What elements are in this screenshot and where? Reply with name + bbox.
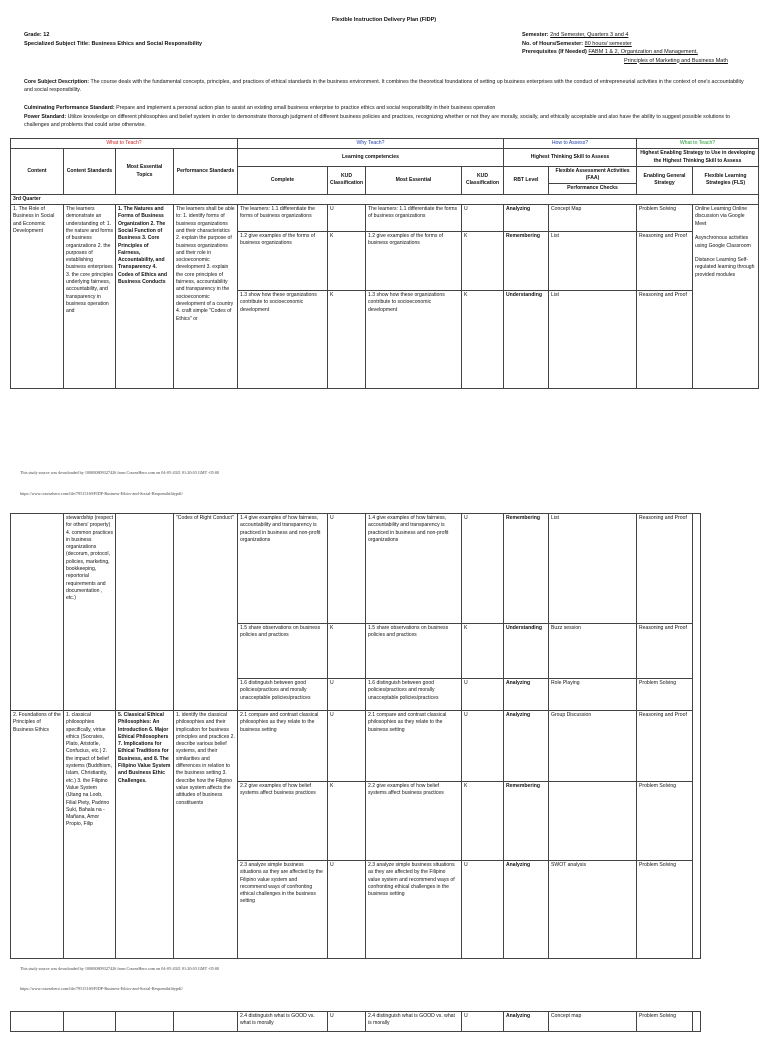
kud-header-2: KUD Classification bbox=[462, 166, 504, 194]
egs-cell: Problem Solving bbox=[637, 861, 693, 959]
essential-cell: The learners: 1.1 differentiate the forms of business organizations bbox=[366, 205, 462, 232]
semester-value: 2nd Semester, Quarters 3 and 4 bbox=[550, 32, 629, 38]
power-label: Power Standard: bbox=[24, 114, 67, 120]
complete-cell: 2.4 distinguish what is GOOD vs. what is morally bbox=[238, 1012, 328, 1032]
complete-cell: 1.5 share observations on business policies and practices bbox=[238, 624, 328, 679]
fls-cell: Online Learning Online discussion via Google Meet Asynchronous activities using Google Classroom Distance Learning Self-regulated learning through provided modules bbox=[693, 205, 759, 389]
performance-standards-header: Performance Standards bbox=[174, 149, 238, 194]
culminating-label: Culminating Performance Standard: bbox=[24, 105, 115, 111]
rbt-header: RBT Level bbox=[504, 166, 549, 194]
performance-standards-cell: 1. identify the classical philosophies and their implication for business principles and practices 2. describe various belief systems, and their similarities and differences in relation to the business setting 3. describe how the Filipino value system affects the attitudes of business constituents bbox=[174, 711, 238, 959]
prereq-value-1: FABM 1 & 2, Organization and Management, bbox=[588, 49, 698, 55]
egs-cell: Reasoning and Proof bbox=[637, 624, 693, 679]
subject-title: Specialized Subject Title: Business Ethics and Social Responsibility bbox=[24, 41, 203, 47]
prereq-value-2: Principles of Marketing and Business Math bbox=[624, 57, 728, 64]
faa-cell: List bbox=[549, 232, 637, 291]
essential-cell: 2.4 distinguish what is GOOD vs. what is morally bbox=[366, 1012, 462, 1032]
faa-cell: Buzz session bbox=[549, 624, 637, 679]
kud-cell: U bbox=[328, 861, 366, 959]
rbt-cell: Analyzing bbox=[504, 205, 549, 232]
kud-cell: K bbox=[328, 291, 366, 389]
fidp-table-page-3 bbox=[10, 1011, 701, 1032]
power-text: Utilize knowledge on different philosophies and belief system in order to demonstrate thorough judgment of different business policies and practices, recognizing whether or not they are morally, socially, and ethically acceptable and also have the ability to suggest possible solutions to challenges and problems that could arise otherwise. bbox=[24, 114, 730, 128]
rbt-cell: Analyzing bbox=[504, 861, 549, 959]
content-standards-cell: The learners demonstrate an understanding of: 1. the nature and forms of business organizations 2. the purposes of establishing business enterprises 3. the core principles underlying fairness, accountability, and transparency in business operation and bbox=[64, 205, 116, 389]
rbt-cell: Analyzing bbox=[504, 711, 549, 782]
kud-cell: U bbox=[462, 679, 504, 711]
egs-header: Enabling General Strategy bbox=[637, 166, 693, 194]
essential-cell: 1.5 share observations on business policies and practices bbox=[366, 624, 462, 679]
performance-standards-cell bbox=[174, 1012, 238, 1032]
kud-cell: U bbox=[328, 711, 366, 782]
performance-standards-cell: "Codes of Right Conduct" bbox=[174, 514, 238, 711]
kud-cell: K bbox=[328, 782, 366, 861]
egs-cell: Problem Solving bbox=[637, 782, 693, 861]
content-header: Content bbox=[11, 149, 64, 194]
fidp-table-page-1 bbox=[10, 138, 759, 389]
page-3 bbox=[0, 1008, 768, 1048]
highest-thinking-header: Highest Thinking Skill to Assess bbox=[504, 149, 637, 167]
how-assess-header: How to Assess? bbox=[504, 139, 637, 149]
kud-header-1: KUD Classification bbox=[328, 166, 366, 194]
prereq-label: Prerequisites (If Needed) bbox=[522, 49, 587, 55]
complete-cell: 2.1 compare and contrast classical philosophies as they relate to the business setting bbox=[238, 711, 328, 782]
complete-cell: The learners: 1.1 differentiate the forms of business organizations bbox=[238, 205, 328, 232]
fls-cell bbox=[693, 514, 701, 959]
kud-cell: U bbox=[328, 1012, 366, 1032]
egs-cell: Reasoning and Proof bbox=[637, 514, 693, 624]
faa-cell: Group Discussion bbox=[549, 711, 637, 782]
faa-cell: List bbox=[549, 291, 637, 389]
complete-cell: 1.2 give examples of the forms of business organizations bbox=[238, 232, 328, 291]
complete-header: Complete bbox=[238, 166, 328, 194]
culminating-standard bbox=[24, 104, 744, 112]
faa-cell: Concept map bbox=[549, 1012, 637, 1032]
egs-cell: Reasoning and Proof bbox=[637, 711, 693, 782]
highest-enabling-header: Highest Enabling Strategy to Use in developing the Highest Thinking Skill to Assess bbox=[637, 149, 759, 167]
rbt-cell: Remembering bbox=[504, 782, 549, 861]
rbt-cell: Analyzing bbox=[504, 1012, 549, 1032]
essential-topics-cell bbox=[116, 514, 174, 711]
rbt-cell: Remembering bbox=[504, 514, 549, 624]
essential-cell: 2.2 give examples of how belief systems affect business practices bbox=[366, 782, 462, 861]
download-notice: This study source was downloaded by 100000809327426 from CourseHero.com on 04-05-2021 01:20:03 GMT -05:00 bbox=[20, 966, 220, 971]
essential-cell: 2.3 analyze simple business situations as they are affected by the Filipino value system and recommend ways of confronting ethical challenges in the business setting bbox=[366, 861, 462, 959]
content-cell: 1. The Role of Business in Social and Economic Development bbox=[11, 205, 64, 389]
rbt-cell: Analyzing bbox=[504, 679, 549, 711]
essential-topics-header: Most Essential Topics bbox=[116, 149, 174, 194]
content-standards-cell: stewardship (respect for others' property) 4. common practices in business organizations (decorum, protocol, policies, marketing, bookkeeping, reportorial requirements and documentation , etc.) bbox=[64, 514, 116, 711]
fls-cell bbox=[693, 1012, 701, 1032]
semester-label: Semester: bbox=[522, 32, 549, 38]
core-desc-label: Core Subject Description: bbox=[24, 79, 90, 85]
fls-header: Flexible Learning Strategies (FLS) bbox=[693, 166, 759, 194]
content-cell: 2. Foundations of the Principles of Business Ethics bbox=[11, 711, 64, 959]
document-title: Flexible Instruction Delivery Plan (FIDP) bbox=[331, 17, 437, 23]
essential-cell: 2.1 compare and contrast classical philosophies as they relate to the business setting bbox=[366, 711, 462, 782]
hours-value: 80 hours/ semester bbox=[584, 40, 632, 47]
kud-cell: U bbox=[462, 514, 504, 624]
content-cell bbox=[11, 514, 64, 711]
what-teach-header-2: What to Teach? bbox=[637, 139, 759, 149]
content-cell bbox=[11, 1012, 64, 1032]
faa-cell: Concept Map bbox=[549, 205, 637, 232]
essential-cell: 1.4 give examples of how fairness, accountability and transparency is practiced in business and non-profit organizations bbox=[366, 514, 462, 624]
kud-cell: K bbox=[462, 291, 504, 389]
culminating-text: Prepare and implement a personal action plan to assist an existing small business enterprise to practice ethics and social responsibility in their business operation bbox=[116, 105, 496, 111]
faa-header: Flexible Assessment Activities (FAA) bbox=[549, 166, 637, 184]
complete-cell: 1.3 show how these organizations contribute to socioeconomic development bbox=[238, 291, 328, 389]
meta-right bbox=[522, 31, 728, 65]
complete-cell: 2.2 give examples of how belief systems affect business practices bbox=[238, 782, 328, 861]
kud-cell: U bbox=[462, 1012, 504, 1032]
source-url: https://www.coursehero.com/file/79515169/FIDP-Business-Ethics-and-Social-Responsibilitypdf/ bbox=[20, 491, 183, 496]
power-standard bbox=[24, 113, 744, 129]
content-standards-header: Content Standards bbox=[64, 149, 116, 194]
what-to-teach-header: What to Teach? bbox=[11, 139, 238, 149]
complete-cell: 1.4 give examples of how fairness, accountability and transparency is practiced in business and non-profit organizations bbox=[238, 514, 328, 624]
content-standards-cell bbox=[64, 1012, 116, 1032]
egs-cell: Problem Solving bbox=[637, 205, 693, 232]
fidp-table-page-2 bbox=[10, 513, 701, 959]
performance-checks-header: Performance Checks bbox=[549, 184, 637, 194]
complete-cell: 2.3 analyze simple business situations as they are affected by the Filipino value system and recommend ways of confronting ethical challenges in the business setting bbox=[238, 861, 328, 959]
egs-cell: Reasoning and Proof bbox=[637, 232, 693, 291]
faa-cell bbox=[549, 782, 637, 861]
performance-standards-cell: The learners shall be able to: 1. identify forms of business organizations and their characteristics 2. explain the purpose of business organizations and their role in socioeconomic development 3. explain the core principles of fairness, accountability and transparency in the socioeconomic development of a country 4. craft simple "Codes of Ethics" or bbox=[174, 205, 238, 389]
kud-cell: U bbox=[328, 679, 366, 711]
kud-cell: U bbox=[462, 205, 504, 232]
rbt-cell: Understanding bbox=[504, 291, 549, 389]
quarter-label: 3rd Quarter bbox=[11, 194, 759, 204]
faa-cell: Role Playing bbox=[549, 679, 637, 711]
essential-cell: 1.3 show how these organizations contribute to socioeconomic development bbox=[366, 291, 462, 389]
kud-cell: K bbox=[328, 624, 366, 679]
content-standards-cell: 1. classical philosophies specifically, virtue ethics (Socrates, Plato, Aristotle, Confucius, etc.) 2. the impact of belief systems (Buddhism, Islam, Christianity, etc.) 3. the Filipino Value System (Utang na Loob, Filial Piety, Padrino Suki, Bahala na - Mañana, Amor Propio, Filip bbox=[64, 711, 116, 959]
download-notice: This study source was downloaded by 100000809327426 from CourseHero.com on 04-05-2021 01:20:03 GMT -05:00 bbox=[20, 470, 220, 475]
most-essential-header: Most Essential bbox=[366, 166, 462, 194]
page-1 bbox=[0, 0, 768, 496]
rbt-cell: Understanding bbox=[504, 624, 549, 679]
faa-cell: List bbox=[549, 514, 637, 624]
egs-cell: Problem Solving bbox=[637, 1012, 693, 1032]
egs-cell: Problem Solving bbox=[637, 679, 693, 711]
kud-cell: K bbox=[462, 624, 504, 679]
essential-cell: 1.2 give examples of the forms of business organizations bbox=[366, 232, 462, 291]
complete-cell: 1.6 distinguish between good policies/practices and morally unacceptable policies/practices bbox=[238, 679, 328, 711]
core-desc-text: The course deals with the fundamental concepts, principles, and practices of ethical standards in the business environment. It combines the theoretical foundations of setting up business enterprises with the conduct of entrepreneurial activities in the context of one's accountability and social responsibility. bbox=[24, 79, 744, 93]
rbt-cell: Remembering bbox=[504, 232, 549, 291]
essential-cell: 1.6 distinguish between good policies/practices and morally unacceptable policies/practices bbox=[366, 679, 462, 711]
essential-topics-cell: 1. The Natures and Forms of Business Organization 2. The Social Function of Business 3. Core Principles of Fairness, Accountability, and Transparency 4. Codes of Ethics and Business Conducts bbox=[116, 205, 174, 389]
essential-topics-cell: 5. Classical Ethical Philosophies: An Introduction 6. Major Ethical Philosophers 7. Implications for Ethical Traditions for Business, and 8. The Filipino Value System and Business Ethic Challenges. bbox=[116, 711, 174, 959]
kud-cell: U bbox=[462, 711, 504, 782]
kud-cell: U bbox=[328, 205, 366, 232]
page-2 bbox=[0, 510, 768, 1000]
learning-competencies-header: Learning competencies bbox=[238, 149, 504, 167]
kud-cell: U bbox=[462, 861, 504, 959]
core-description bbox=[24, 78, 744, 94]
kud-cell: U bbox=[328, 514, 366, 624]
faa-cell: SWOT analysis bbox=[549, 861, 637, 959]
egs-cell: Reasoning and Proof bbox=[637, 291, 693, 389]
hours-label: No. of Hours/Semester: bbox=[522, 40, 584, 47]
meta-left bbox=[24, 31, 202, 49]
essential-topics-cell bbox=[116, 1012, 174, 1032]
kud-cell: K bbox=[462, 232, 504, 291]
grade-label: Grade: 12 bbox=[24, 32, 50, 38]
source-url: https://www.coursehero.com/file/79515169/FIDP-Business-Ethics-and-Social-Responsibilitypdf/ bbox=[20, 986, 183, 991]
kud-cell: K bbox=[328, 232, 366, 291]
kud-cell: K bbox=[462, 782, 504, 861]
why-teach-header: Why Teach? bbox=[238, 139, 504, 149]
